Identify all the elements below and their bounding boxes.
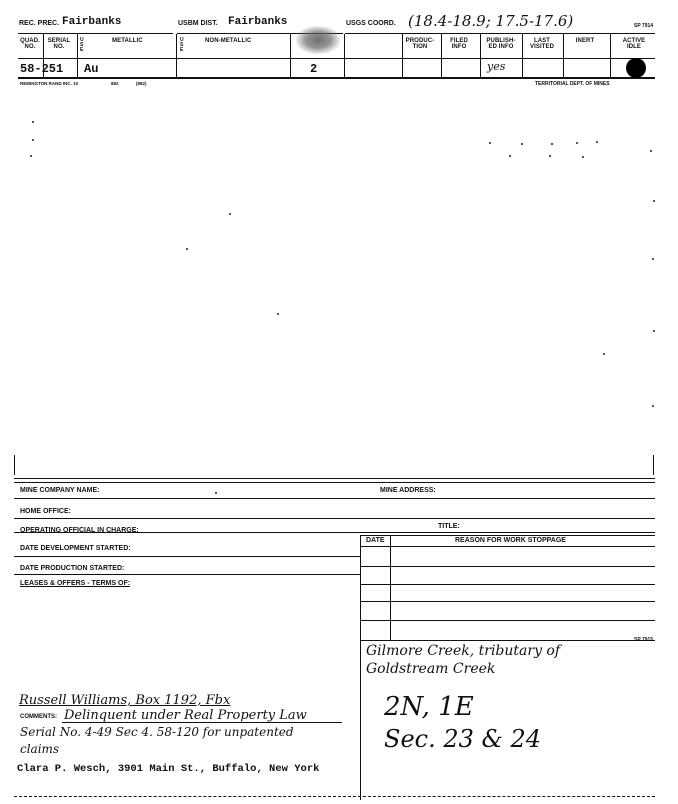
- form-number-2: SP 7915: [634, 637, 654, 643]
- typed-address: Clara P. Wesch, 3901 Main St., Buffalo, New York: [17, 763, 320, 775]
- printer-credit: REMINGTON RAND INC. 10: [20, 81, 79, 86]
- operating-official-label: OPERATING OFFICIAL IN CHARGE:: [20, 527, 139, 534]
- comments-line3: claims: [20, 742, 60, 756]
- col-metallic: METALLIC: [112, 38, 143, 44]
- col-inert: INERT: [575, 38, 595, 44]
- col-serial-no: SERIAL NO.: [47, 38, 71, 50]
- home-office-label: HOME OFFICE:: [20, 508, 71, 515]
- leases-label: LEASES & OFFERS - TERMS OF:: [20, 580, 131, 587]
- rec-prec-label: REC. PREC.: [19, 20, 60, 27]
- section-numbers: Sec. 23 & 24: [384, 725, 542, 753]
- mine-address-label: MINE ADDRESS:: [380, 487, 436, 494]
- col-production: PRODUC- TION: [405, 38, 435, 50]
- township-range: 2N, 1E: [384, 692, 474, 722]
- date-prod-started-label: DATE PRODUCTION STARTED:: [20, 565, 125, 572]
- col-nonmetallic-marks: U S E: [180, 37, 184, 53]
- usgs-coord-label: USGS COORD.: [346, 20, 396, 27]
- form-number: SP 7914: [634, 23, 654, 29]
- col-published-info: PUBLISH- ED INFO: [486, 38, 516, 50]
- reason-col-label: REASON FOR WORK STOPPAGE: [455, 537, 566, 544]
- comments-line1: Delinquent under Real Property Law: [64, 708, 307, 723]
- col-non-metallic: NON-METALLIC: [205, 38, 252, 44]
- printer-code-a: 882: [111, 81, 119, 86]
- comments-line2: Serial No. 4-49 Sec 4. 58-120 for unpatented: [20, 725, 294, 739]
- col-active-idle: ACTIVE IDLE: [622, 38, 646, 50]
- col-last-visited: LAST VISITED: [529, 38, 555, 50]
- usgs-coord-value: (18.4-18.9; 17.5-17.6): [408, 12, 574, 30]
- date-dev-started-label: DATE DEVELOPMENT STARTED:: [20, 545, 131, 552]
- mark-mid: 2: [310, 62, 318, 76]
- active-dot: [626, 58, 646, 78]
- col-quad-no: QUAD. NO.: [20, 38, 40, 50]
- col-metallic-marks: U S E: [80, 37, 84, 53]
- territorial-dept: TERRITORIAL DEPT. OF MINES: [535, 81, 610, 87]
- owner-line: Russell Williams, Box 1192, Fbx: [19, 693, 231, 708]
- location-note-line2: Goldstream Creek: [366, 661, 496, 677]
- title-label: TITLE:: [438, 523, 460, 530]
- quad-serial-value: 58-251: [20, 62, 64, 76]
- comments-label: COMMENTS:: [20, 714, 57, 720]
- rec-prec-value: Fairbanks: [62, 16, 122, 28]
- mine-company-name-label: MINE COMPANY NAME:: [20, 487, 100, 494]
- date-col-label: DATE: [366, 537, 385, 544]
- printer-code-b: (882): [136, 81, 147, 86]
- ink-smudge: [296, 26, 340, 54]
- published-value: yes: [487, 60, 506, 73]
- usbm-dist-label: USBM DIST.: [178, 20, 218, 27]
- usbm-dist-value: Fairbanks: [228, 16, 288, 28]
- metallic-value: Au: [84, 62, 99, 76]
- col-filed-info: FILED INFO: [450, 38, 468, 50]
- location-note-line1: Gilmore Creek, tributary of: [366, 643, 561, 659]
